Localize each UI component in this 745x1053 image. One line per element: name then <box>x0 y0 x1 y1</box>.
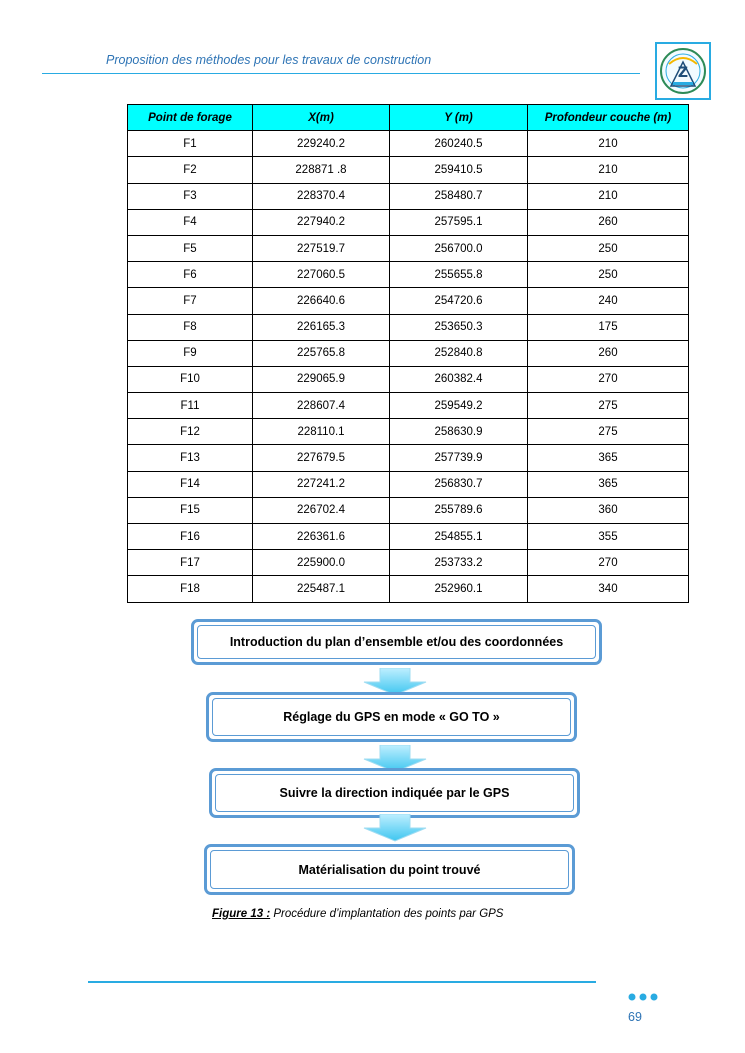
table-cell: 228607.4 <box>253 393 390 419</box>
table-cell: 175 <box>528 314 689 340</box>
table-row <box>128 445 689 471</box>
table-cell: 240 <box>528 288 689 314</box>
table-cell: F5 <box>128 235 253 261</box>
table-row <box>128 419 689 445</box>
table-cell: 258630.9 <box>390 419 528 445</box>
table-cell: 225900.0 <box>253 550 390 576</box>
page-number: 69 <box>628 1010 642 1024</box>
flow-step-4 <box>204 844 575 895</box>
table-cell: 227519.7 <box>253 235 390 261</box>
table-cell: 254855.1 <box>390 524 528 550</box>
table-cell: 253650.3 <box>390 314 528 340</box>
table-cell: 260 <box>528 209 689 235</box>
table-cell: F6 <box>128 262 253 288</box>
figure-caption <box>212 908 503 920</box>
table-row <box>128 550 689 576</box>
table-row <box>128 157 689 183</box>
table-cell: 255789.6 <box>390 497 528 523</box>
table-cell: 259549.2 <box>390 393 528 419</box>
table-cell: 229240.2 <box>253 131 390 157</box>
flow-step-3 <box>209 768 580 818</box>
table-cell: 227241.2 <box>253 471 390 497</box>
table-cell: 210 <box>528 183 689 209</box>
table-cell: 355 <box>528 524 689 550</box>
ellipsis-dots-icon <box>627 991 659 1003</box>
table-cell: F2 <box>128 157 253 183</box>
table-row <box>128 314 689 340</box>
table-row <box>128 235 689 261</box>
table-cell: 365 <box>528 445 689 471</box>
flow-step-label: Suivre la direction indiquée par le GPS <box>215 774 574 812</box>
running-header: Proposition des méthodes pour les travaux de construction <box>106 53 432 67</box>
table-cell: F9 <box>128 340 253 366</box>
table-cell: 250 <box>528 262 689 288</box>
table-cell: 253733.2 <box>390 550 528 576</box>
table-row <box>128 288 689 314</box>
table-cell: 226702.4 <box>253 497 390 523</box>
table-cell: 260 <box>528 340 689 366</box>
table-cell: 256830.7 <box>390 471 528 497</box>
flow-step-label: Introduction du plan d’ensemble et/ou des coordonnées <box>197 625 596 659</box>
table-cell: F8 <box>128 314 253 340</box>
table-cell: 229065.9 <box>253 366 390 392</box>
figure-label: Figure 13 : <box>212 908 271 920</box>
table-row <box>128 183 689 209</box>
table-row <box>128 576 689 602</box>
table-row <box>128 471 689 497</box>
table-cell: F18 <box>128 576 253 602</box>
table-cell: F15 <box>128 497 253 523</box>
table-cell: 257595.1 <box>390 209 528 235</box>
table-cell: 228370.4 <box>253 183 390 209</box>
table-cell: F7 <box>128 288 253 314</box>
table-cell: 228110.1 <box>253 419 390 445</box>
table-cell: F10 <box>128 366 253 392</box>
column-header: X(m) <box>253 105 390 131</box>
table-cell: 227940.2 <box>253 209 390 235</box>
flow-step-label: Matérialisation du point trouvé <box>210 850 569 889</box>
table-cell: 259410.5 <box>390 157 528 183</box>
table-cell: 226361.6 <box>253 524 390 550</box>
table-row <box>128 366 689 392</box>
column-header: Y (m) <box>390 105 528 131</box>
table-row <box>128 340 689 366</box>
table-cell: F16 <box>128 524 253 550</box>
flow-arrow-down-icon <box>362 814 428 842</box>
table-row <box>128 497 689 523</box>
table-row <box>128 393 689 419</box>
table-cell: 226165.3 <box>253 314 390 340</box>
table-row <box>128 524 689 550</box>
table-cell: F1 <box>128 131 253 157</box>
table-cell: F4 <box>128 209 253 235</box>
table-cell: 270 <box>528 366 689 392</box>
column-header: Point de forage <box>128 105 253 131</box>
university-logo-icon <box>655 42 711 100</box>
table-cell: F14 <box>128 471 253 497</box>
column-header: Profondeur couche (m) <box>528 105 689 131</box>
figure-caption-text: Procédure d’implantation des points par GPS <box>270 908 504 920</box>
table-row <box>128 131 689 157</box>
table-cell: 256700.0 <box>390 235 528 261</box>
table-cell: 258480.7 <box>390 183 528 209</box>
table-row <box>128 209 689 235</box>
flow-step-label: Réglage du GPS en mode « GO TO » <box>212 698 571 736</box>
table-cell: 254720.6 <box>390 288 528 314</box>
table-cell: F3 <box>128 183 253 209</box>
table-body <box>128 131 689 602</box>
table-row <box>128 262 689 288</box>
table-cell: 255655.8 <box>390 262 528 288</box>
table-cell: F13 <box>128 445 253 471</box>
table-cell: 227679.5 <box>253 445 390 471</box>
footer-rule <box>88 981 596 983</box>
table-cell: 260382.4 <box>390 366 528 392</box>
table-cell: 226640.6 <box>253 288 390 314</box>
table-cell: F17 <box>128 550 253 576</box>
table-cell: 275 <box>528 393 689 419</box>
svg-text:Z: Z <box>677 65 689 81</box>
table-cell: 275 <box>528 419 689 445</box>
table-cell: 257739.9 <box>390 445 528 471</box>
header-rule <box>42 73 640 74</box>
table-cell: 260240.5 <box>390 131 528 157</box>
table-header-row <box>128 105 689 131</box>
table-cell: 210 <box>528 131 689 157</box>
table-cell: 270 <box>528 550 689 576</box>
table-cell: 225765.8 <box>253 340 390 366</box>
table-cell: 340 <box>528 576 689 602</box>
table-cell: 210 <box>528 157 689 183</box>
table-cell: 225487.1 <box>253 576 390 602</box>
table-cell: 250 <box>528 235 689 261</box>
flow-step-2 <box>206 692 577 742</box>
drilling-points-table <box>127 104 689 603</box>
table-cell: 252840.8 <box>390 340 528 366</box>
table-cell: F11 <box>128 393 253 419</box>
table-cell: 228871 .8 <box>253 157 390 183</box>
table-cell: 360 <box>528 497 689 523</box>
table-cell: 252960.1 <box>390 576 528 602</box>
table-cell: 365 <box>528 471 689 497</box>
table-cell: F12 <box>128 419 253 445</box>
flow-step-1 <box>191 619 602 665</box>
table-cell: 227060.5 <box>253 262 390 288</box>
